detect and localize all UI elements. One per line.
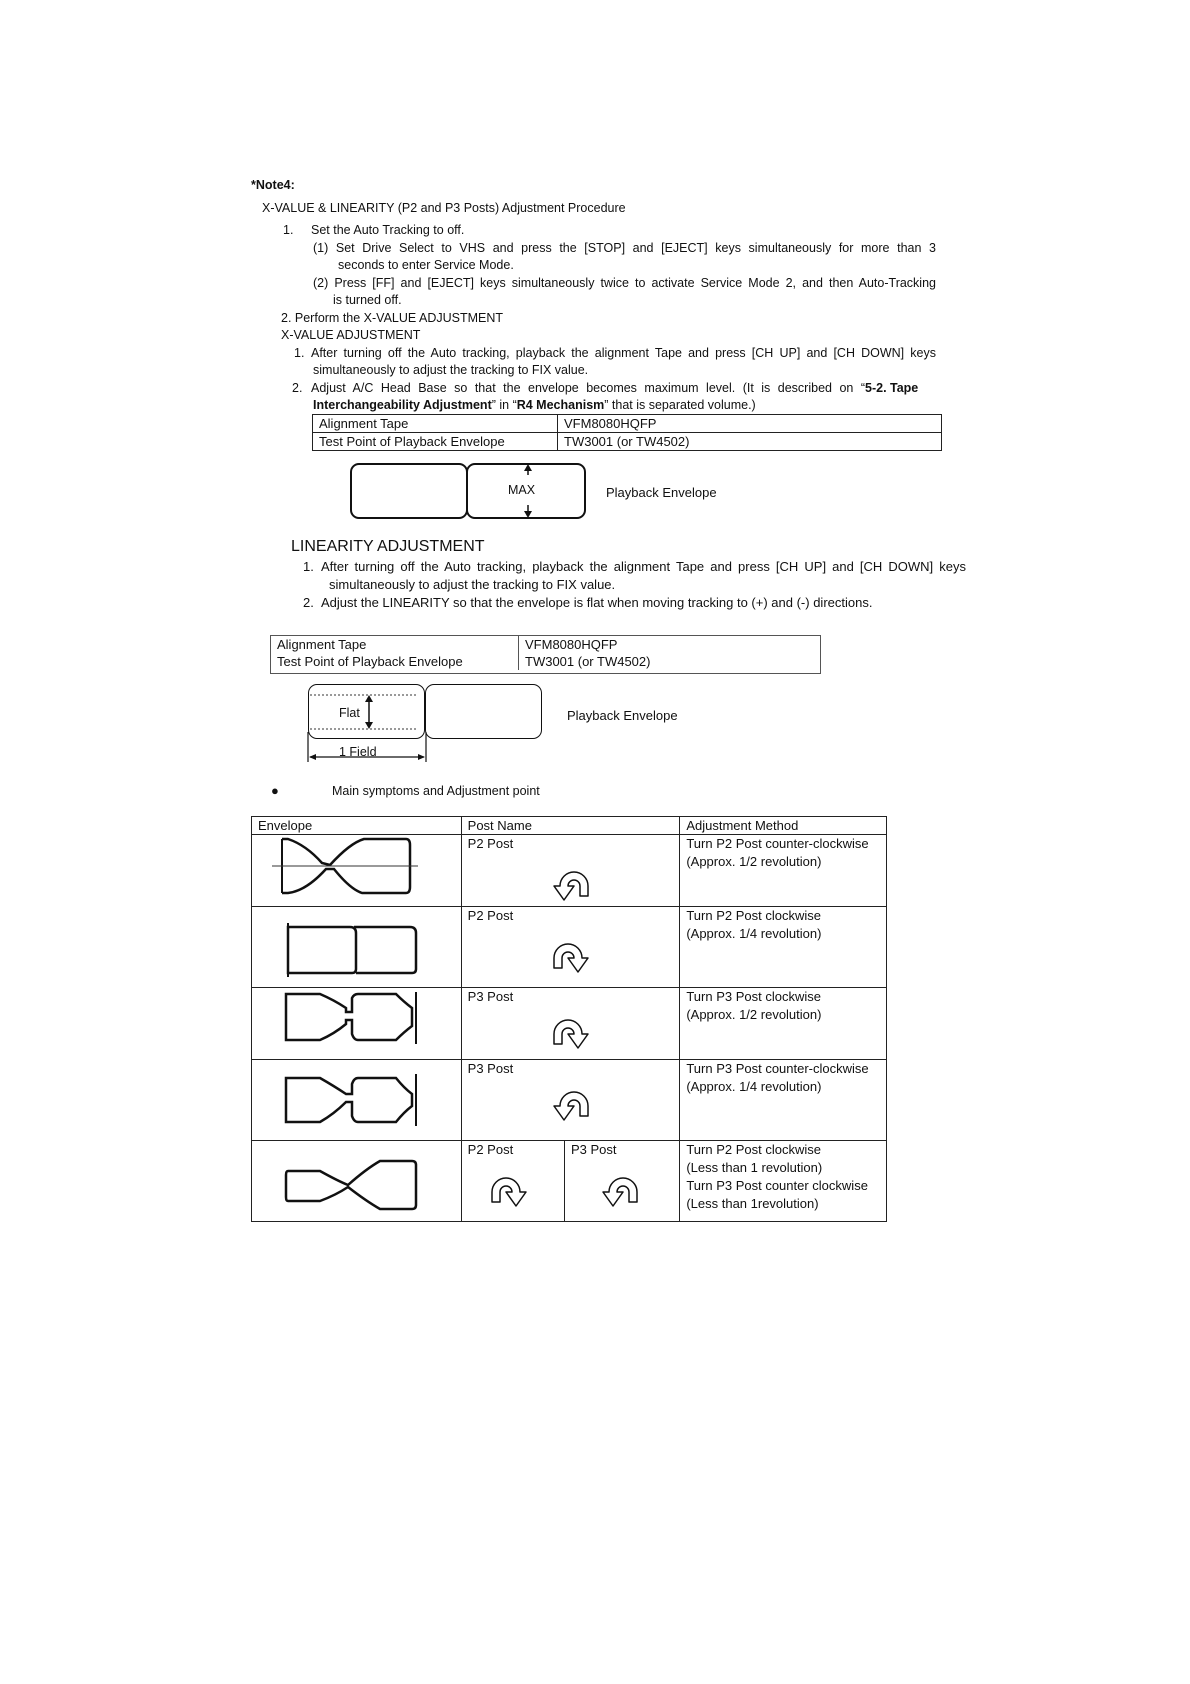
linearity-envelope-label: Playback Envelope — [567, 708, 678, 723]
method-line: Turn P2 Post clockwise — [686, 908, 821, 923]
method-line: Turn P3 Post counter clockwise — [686, 1178, 868, 1193]
post-cell — [461, 988, 680, 1060]
note-title: *Note4: — [251, 178, 295, 192]
xvalue-item2-line2 — [313, 397, 756, 414]
xvalue-item2-line1 — [311, 380, 936, 397]
method-line: (Approx. 1/2 revolution) — [686, 854, 822, 869]
linearity-item1-line1: After turning off the Auto tracking, playback the alignment Tape and press [CH UP] and [CH DOWN] keys — [321, 559, 966, 574]
method-line: Turn P3 Post clockwise — [686, 989, 821, 1004]
clockwise-arrow-icon — [544, 932, 598, 974]
envelope-shape-icon — [258, 988, 418, 1048]
method-line: (Approx. 1/2 revolution) — [686, 1007, 822, 1022]
xvalue-spec-table — [312, 414, 942, 451]
counter-clockwise-arrow-icon — [544, 1080, 598, 1122]
counter-clockwise-arrow-icon — [544, 860, 598, 902]
post-cell — [461, 1060, 680, 1141]
step1-number: 1. — [283, 223, 294, 237]
table-row — [252, 988, 887, 1060]
diagram-max-label: MAX — [508, 483, 536, 497]
table-row — [252, 907, 887, 988]
method-cell — [680, 835, 887, 907]
xvalue-item2-text: Adjust A/C Head Base so that the envelope becomes maximum level. (It is described on “ — [311, 381, 865, 395]
table-cell: Alignment Tape — [313, 415, 558, 433]
table-row — [271, 653, 821, 670]
step1-sub2-line1: (2) Press [FF] and [EJECT] keys simultaneously twice to activate Service Mode 2, and then Auto-Tracking — [313, 276, 936, 290]
diagram-field-label: 1 Field — [339, 745, 377, 759]
method-line: Turn P3 Post counter-clockwise — [686, 1061, 869, 1076]
header-post-name: Post Name — [461, 817, 680, 835]
linearity-item2-text: Adjust the LINEARITY so that the envelope is flat when moving tracking to (+) and (-) directions. — [321, 595, 873, 610]
clockwise-arrow-icon — [544, 1008, 598, 1050]
bullet-icon: ● — [271, 783, 279, 798]
method-line: (Less than 1revolution) — [686, 1196, 819, 1211]
clockwise-arrow-icon — [482, 1166, 536, 1208]
table-cell: TW3001 (or TW4502) — [558, 433, 942, 451]
envelope-cell — [252, 1060, 462, 1141]
header-adjustment-method: Adjustment Method — [680, 817, 887, 835]
post-name: P3 Post — [570, 1142, 617, 1157]
xvalue-envelope-label: Playback Envelope — [606, 485, 717, 500]
post-cell — [461, 907, 680, 988]
xvalue-heading: X-VALUE ADJUSTMENT — [281, 328, 421, 342]
header-envelope: Envelope — [252, 817, 462, 835]
counter-clockwise-arrow-icon — [593, 1166, 647, 1208]
table-header-row — [252, 817, 887, 835]
linearity-item1-number: 1. — [303, 559, 314, 574]
xvalue-item2-end: ” that is separated volume.) — [604, 398, 756, 412]
envelope-cell — [252, 907, 462, 988]
table-row — [252, 1141, 887, 1222]
post-name: P3 Post — [467, 1061, 514, 1076]
xvalue-item2-ref1: 5-2. Tape — [865, 381, 919, 395]
xvalue-item1-line1: After turning off the Auto tracking, playback the alignment Tape and press [CH UP] and [CH DOWN] keys — [311, 346, 936, 360]
post-name: P2 Post — [467, 908, 514, 923]
post-cell — [461, 835, 680, 907]
table-row — [271, 636, 821, 653]
method-line: (Approx. 1/4 revolution) — [686, 1079, 822, 1094]
table-cell: TW3001 (or TW4502) — [519, 653, 821, 670]
method-line: Turn P2 Post counter-clockwise — [686, 836, 869, 851]
post-cell — [564, 1141, 679, 1222]
linearity-item2-number: 2. — [303, 595, 314, 610]
symptoms-table — [251, 816, 887, 1222]
envelope-shape-icon — [258, 835, 418, 897]
envelope-shape-icon — [258, 907, 418, 979]
xvalue-item2-mid: ” in “ — [491, 398, 517, 412]
envelope-cell — [252, 1141, 462, 1222]
table-row — [313, 433, 942, 451]
table-cell: Alignment Tape — [271, 636, 519, 653]
step1-text: Set the Auto Tracking to off. — [311, 223, 465, 237]
method-cell — [680, 1060, 887, 1141]
step1-sub1-line2: seconds to enter Service Mode. — [338, 258, 514, 272]
envelope-shape-icon — [258, 1060, 418, 1128]
xvalue-item2-number: 2. — [292, 381, 303, 395]
symptoms-heading: Main symptoms and Adjustment point — [332, 784, 540, 798]
table-cell: Test Point of Playback Envelope — [271, 653, 519, 670]
method-line: Turn P2 Post clockwise — [686, 1142, 821, 1157]
table-row — [313, 415, 942, 433]
linearity-spec-table — [270, 636, 821, 670]
linearity-item1-line2: simultaneously to adjust the tracking to FIX value. — [329, 577, 616, 592]
post-name: P2 Post — [467, 836, 514, 851]
flat-envelope-box-right — [425, 684, 542, 739]
step2-text: 2. Perform the X-VALUE ADJUSTMENT — [281, 311, 504, 325]
table-cell: VFM8080HQFP — [519, 636, 821, 653]
post-cell — [461, 1141, 564, 1222]
method-cell — [680, 1141, 887, 1222]
method-cell — [680, 988, 887, 1060]
envelope-box-left — [350, 463, 468, 519]
linearity-heading: LINEARITY ADJUSTMENT — [291, 538, 485, 555]
xvalue-item1-number: 1. — [294, 346, 305, 360]
xvalue-item1-line2: simultaneously to adjust the tracking to FIX value. — [313, 363, 589, 377]
method-cell — [680, 907, 887, 988]
xvalue-item2-ref1b: Interchangeability Adjustment — [313, 398, 492, 412]
table-cell: VFM8080HQFP — [558, 415, 942, 433]
post-name: P2 Post — [467, 1142, 514, 1157]
method-line: (Approx. 1/4 revolution) — [686, 926, 822, 941]
diagram-flat-label: Flat — [339, 706, 360, 720]
envelope-cell — [252, 835, 462, 907]
step1-sub1-line1: (1) Set Drive Select to VHS and press the [STOP] and [EJECT] keys simultaneously for more than 3 — [313, 241, 936, 255]
step1-sub2-line2: is turned off. — [333, 293, 402, 307]
xvalue-item2-ref2: R4 Mechanism — [516, 398, 605, 412]
method-line: (Less than 1 revolution) — [686, 1160, 823, 1175]
envelope-shape-icon — [258, 1141, 418, 1213]
post-name: P3 Post — [467, 989, 514, 1004]
table-cell: Test Point of Playback Envelope — [313, 433, 558, 451]
table-row — [252, 835, 887, 907]
procedure-title: X-VALUE & LINEARITY (P2 and P3 Posts) Adjustment Procedure — [262, 201, 626, 215]
table-row — [252, 1060, 887, 1141]
envelope-cell — [252, 988, 462, 1060]
